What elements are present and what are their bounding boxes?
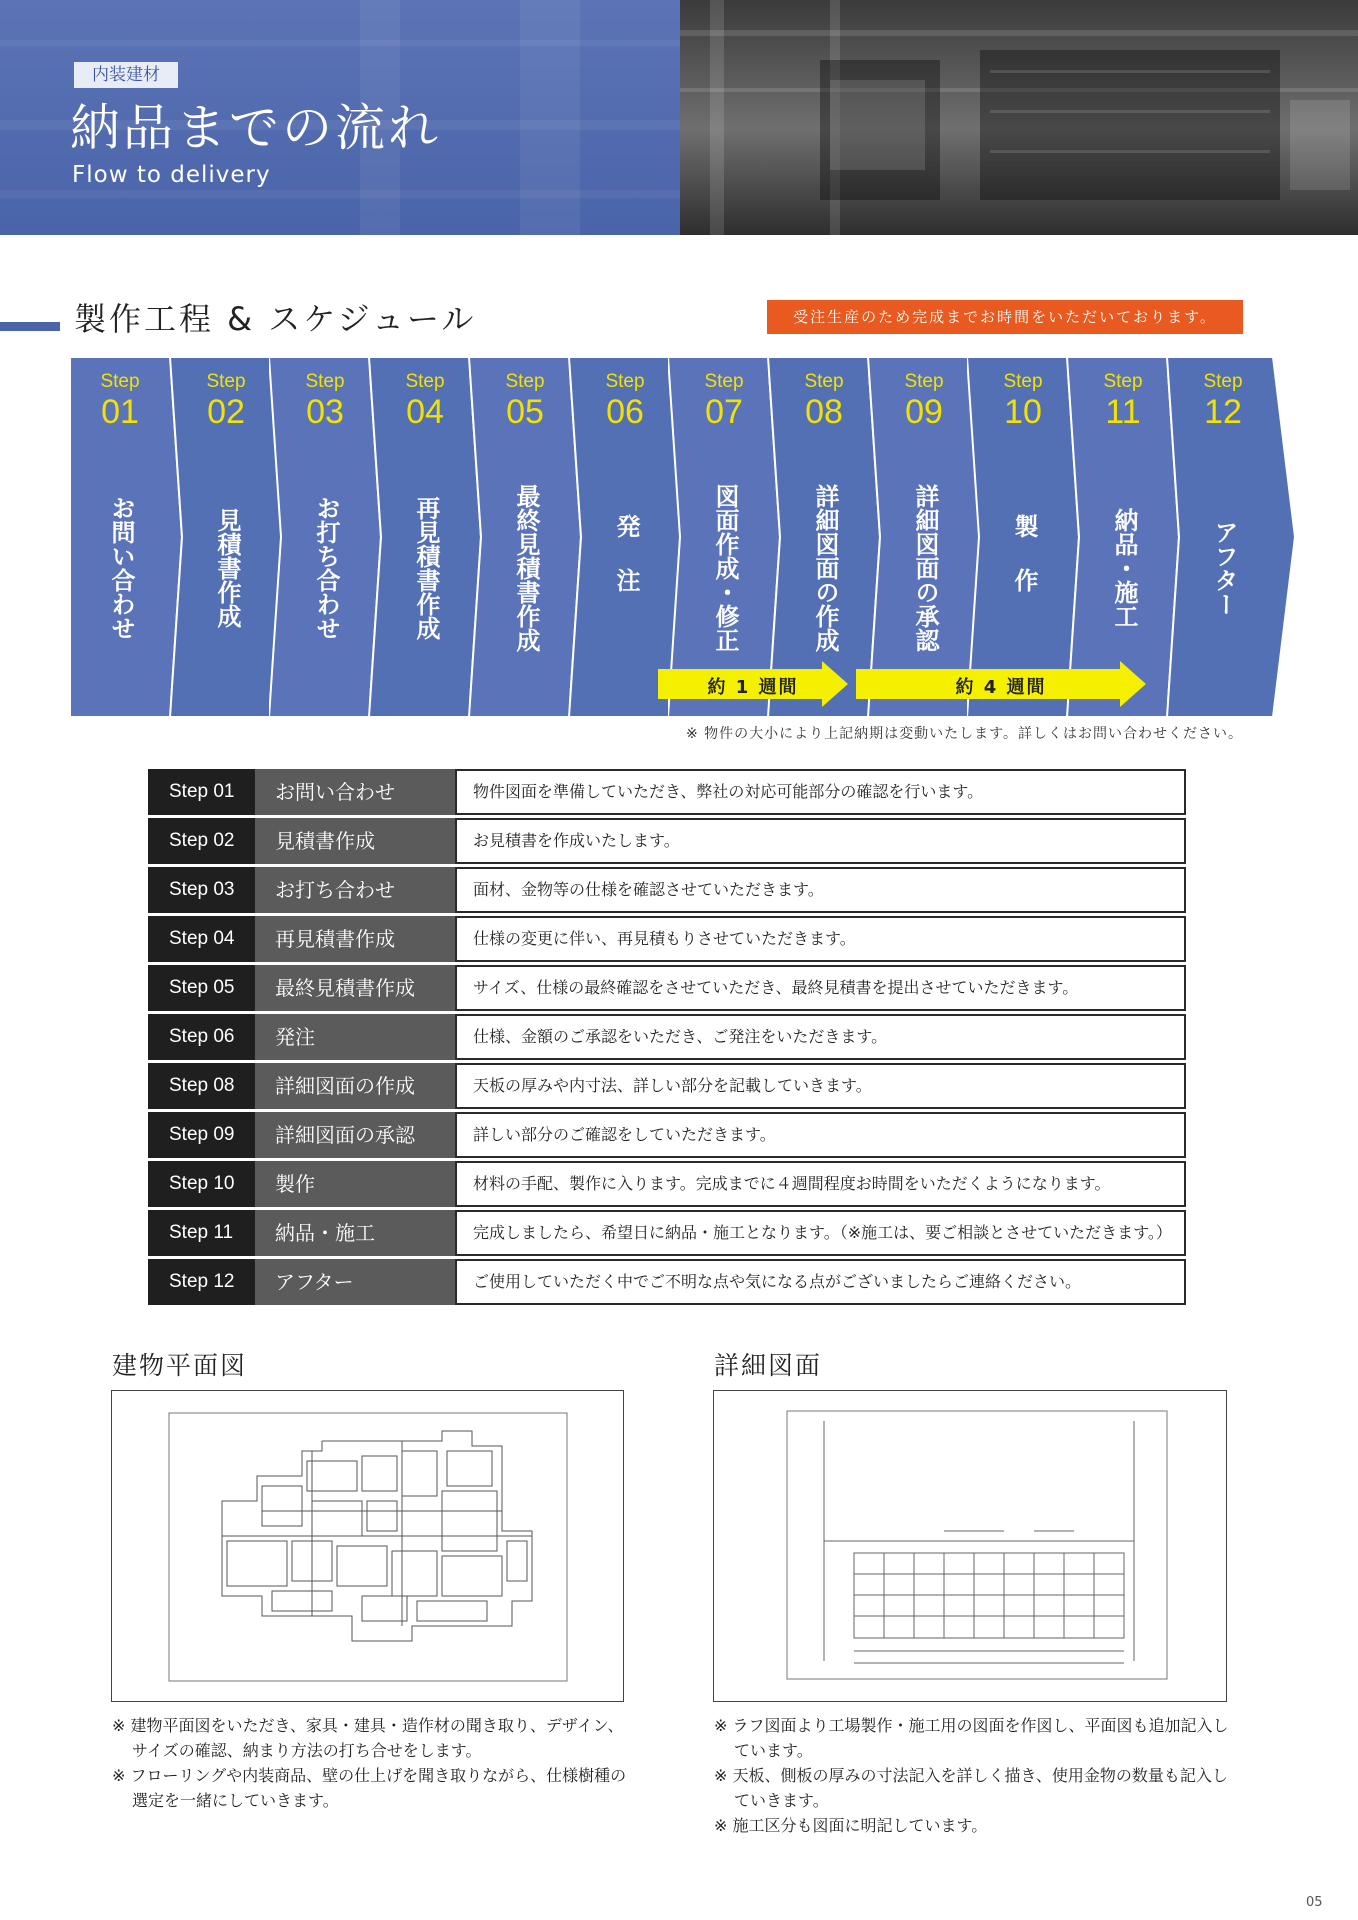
duration-arrow: [856, 661, 1146, 707]
row-name: お問い合わせ: [255, 769, 455, 815]
flow-step-number: 02: [207, 393, 245, 431]
flow-step-name: お打ち合わせ: [312, 496, 340, 640]
row-description: 仕様、金額のご承認をいただき、ご発注をいただきます。: [455, 1014, 1186, 1060]
plan-note-1: ※ 建物平面図をいただき、家具・建具・造作材の聞き取り、デザイン、サイズの確認、納まり方法の打ち合せをします。: [112, 1716, 624, 1760]
flow-step-number: 04: [406, 393, 444, 431]
flow-step-label: Step: [1203, 371, 1243, 392]
table-row: [148, 1112, 1186, 1158]
detail-notes: [714, 1713, 1234, 1838]
flow-step-number: 07: [705, 393, 743, 431]
row-description: サイズ、仕様の最終確認をさせていただき、最終見積書を提出させていただきます。: [455, 965, 1186, 1011]
flow-step-number: 09: [905, 393, 943, 431]
detail-note-2: ※ 天板、側板の厚みの寸法記入を詳しく描き、使用金物の数量も記入していきます。: [714, 1766, 1228, 1810]
detail-note-1: ※ ラフ図面より工場製作・施工用の図面を作図し、平面図も追加記入しています。: [714, 1716, 1229, 1760]
flow-step-number: 05: [506, 393, 544, 431]
flow-step-label: Step: [605, 371, 645, 392]
flow-step-label: Step: [1003, 371, 1043, 392]
flow-step-label: Step: [904, 371, 944, 392]
table-row: [148, 1210, 1186, 1256]
plan-figure-title: 建物平面図: [112, 1351, 248, 1380]
table-row: [148, 769, 1186, 815]
plan-drawing-frame: [111, 1390, 624, 1702]
section-title: 製作工程 & スケジュール: [74, 300, 477, 338]
flow-step-label: Step: [405, 371, 445, 392]
table-row: [148, 1161, 1186, 1207]
table-row: [148, 867, 1186, 913]
flow-step-02: [170, 357, 282, 717]
row-description: 物件図面を準備していただき、弊社の対応可能部分の確認を行います。: [455, 769, 1186, 815]
schedule-flow-chart: [70, 357, 1280, 717]
flow-step-05: [469, 357, 581, 717]
row-name: 見積書作成: [255, 818, 455, 864]
duration-label: 約 1 週間: [707, 677, 799, 698]
page-title: 納品までの流れ: [70, 99, 441, 157]
flow-step-name: アフター: [1210, 520, 1238, 616]
row-description: 面材、金物等の仕様を確認させていただきます。: [455, 867, 1186, 913]
row-step: Step 02: [148, 818, 255, 864]
category-badge: 内装建材: [74, 62, 178, 88]
flow-step-name: 再見積書作成: [412, 496, 440, 640]
row-name: 再見積書作成: [255, 916, 455, 962]
section-accent-bar: [0, 322, 60, 331]
row-name: 詳細図面の作成: [255, 1063, 455, 1109]
table-row: [148, 965, 1186, 1011]
duration-label: 約 4 週間: [955, 677, 1047, 698]
row-step: Step 09: [148, 1112, 255, 1158]
table-row: [148, 916, 1186, 962]
flow-step-label: Step: [1103, 371, 1143, 392]
duration-arrow: [658, 661, 848, 707]
row-name: 最終見積書作成: [255, 965, 455, 1011]
flow-step-number: 11: [1105, 393, 1141, 431]
flow-step-number: 06: [606, 393, 644, 431]
row-name: お打ち合わせ: [255, 867, 455, 913]
plan-notes: [112, 1713, 632, 1813]
table-row: [148, 1259, 1186, 1305]
floor-plan-drawing: [112, 1391, 623, 1701]
row-step: Step 01: [148, 769, 255, 815]
flow-step-label: Step: [804, 371, 844, 392]
row-name: 詳細図面の承認: [255, 1112, 455, 1158]
flow-step-number: 08: [805, 393, 843, 431]
row-description: 材料の手配、製作に入ります。完成までに４週間程度お時間をいただくようになります。: [455, 1161, 1186, 1207]
flow-step-04: [369, 357, 481, 717]
flow-step-label: Step: [305, 371, 345, 392]
flow-step-label: Step: [505, 371, 545, 392]
row-name: アフター: [255, 1259, 455, 1305]
flow-step-label: Step: [206, 371, 246, 392]
row-description: 天板の厚みや内寸法、詳しい部分を記載していきます。: [455, 1063, 1186, 1109]
flow-step-name: 詳細図面の承認: [911, 484, 939, 652]
row-step: Step 08: [148, 1063, 255, 1109]
detail-note-3: ※ 施工区分も図面に明記しています。: [714, 1816, 988, 1835]
plan-note-2: ※ フローリングや内装商品、壁の仕上げを聞き取りながら、仕様樹種の選定を一緒にしていきます。: [112, 1766, 627, 1810]
row-description: ご使用していただく中でご不明な点や気になる点がございましたらご連絡ください。: [455, 1259, 1186, 1305]
row-name: 製作: [255, 1161, 455, 1207]
row-step: Step 04: [148, 916, 255, 962]
flow-step-name: 詳細図面の作成: [811, 484, 839, 652]
flow-step-name: 製作: [1010, 514, 1038, 622]
row-step: Step 10: [148, 1161, 255, 1207]
table-row: [148, 818, 1186, 864]
row-name: 発注: [255, 1014, 455, 1060]
row-step: Step 03: [148, 867, 255, 913]
flow-note: ※ 物件の大小により上記納期は変動いたします。詳しくはお問い合わせください。: [685, 726, 1243, 742]
row-description: お見積書を作成いたします。: [455, 818, 1186, 864]
table-row: [148, 1063, 1186, 1109]
flow-step-name: 納品・施工: [1110, 508, 1138, 628]
flow-step-name: 見積書作成: [213, 508, 241, 628]
row-name: 納品・施工: [255, 1210, 455, 1256]
flow-step-name: 発注: [612, 514, 640, 622]
flow-step-name: 図面作成・修正: [711, 484, 739, 652]
row-description: 詳しい部分のご確認をしていただきます。: [455, 1112, 1186, 1158]
flow-step-01: [70, 357, 182, 717]
detail-figure-title: 詳細図面: [714, 1351, 823, 1380]
table-row: [148, 1014, 1186, 1060]
flow-step-number: 10: [1004, 393, 1042, 431]
cabinet-detail-drawing: [714, 1391, 1226, 1701]
flow-step-12: [1167, 357, 1307, 717]
page-subtitle: Flow to delivery: [72, 162, 271, 188]
page-number: 05: [1306, 1895, 1323, 1910]
flow-step-name: お問い合わせ: [107, 496, 135, 640]
row-step: Step 06: [148, 1014, 255, 1060]
flow-step-number: 03: [306, 393, 344, 431]
row-step: Step 11: [148, 1210, 255, 1256]
row-step: Step 12: [148, 1259, 255, 1305]
flow-step-label: Step: [100, 371, 140, 392]
notice-banner: 受注生産のため完成までお時間をいただいております。: [767, 300, 1243, 334]
row-step: Step 05: [148, 965, 255, 1011]
row-description: 完成しましたら、希望日に納品・施工となります。（※施工は、要ご相談とさせていただきます。）: [455, 1210, 1186, 1256]
detail-drawing-frame: [713, 1390, 1227, 1702]
flow-step-number: 01: [101, 393, 139, 431]
flow-step-name: 最終見積書作成: [512, 484, 540, 652]
flow-step-03: [269, 357, 381, 717]
flow-step-number: 12: [1204, 393, 1242, 431]
row-description: 仕様の変更に伴い、再見積もりさせていただきます。: [455, 916, 1186, 962]
flow-step-label: Step: [704, 371, 744, 392]
factory-photo: [680, 0, 1358, 235]
